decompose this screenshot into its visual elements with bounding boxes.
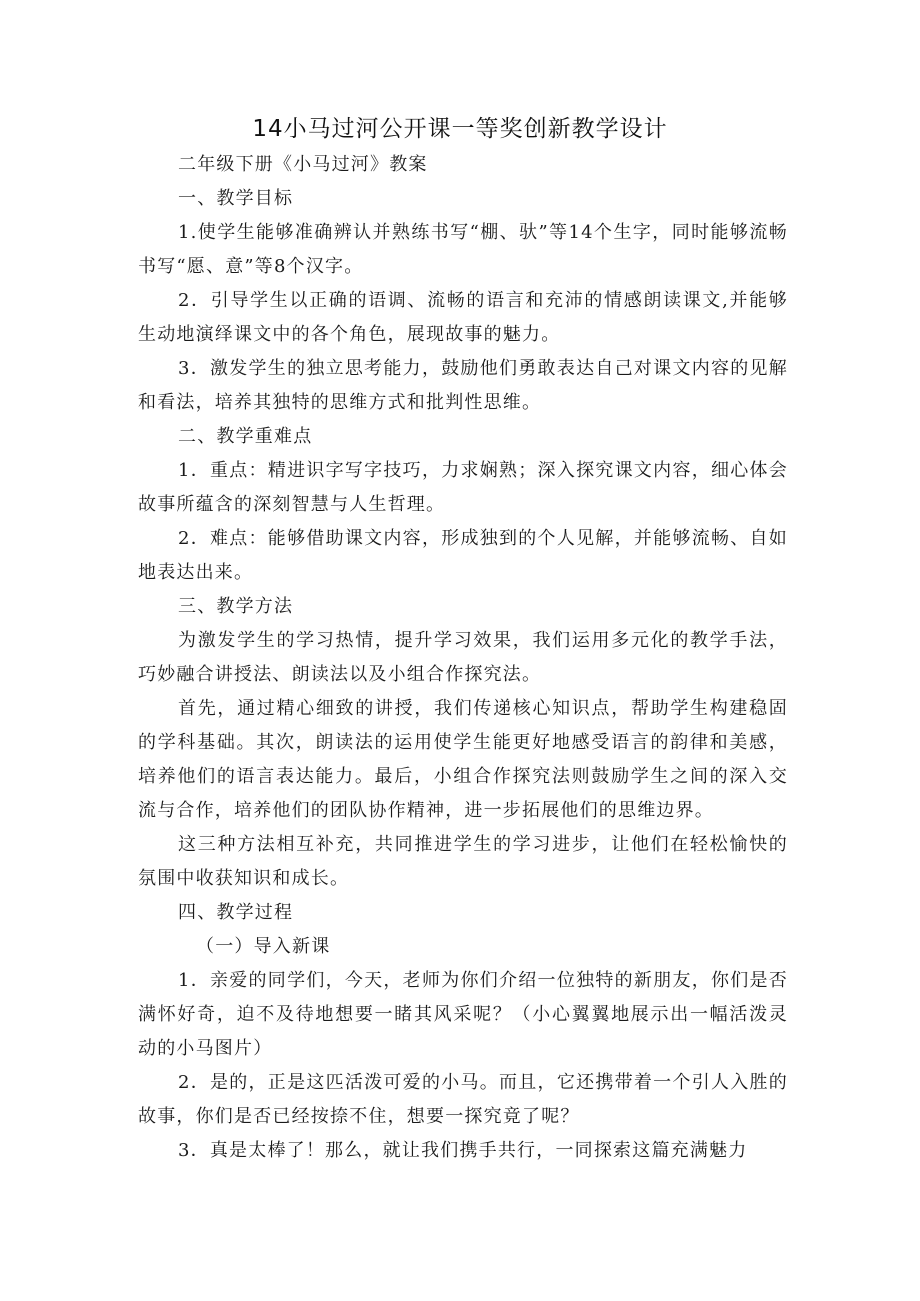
subtitle: 二年级下册《小马过河》教案 [178,154,428,175]
section-heading-methods: 三、教学方法 [178,596,294,617]
method-paragraph: 首先，通过精心细致的讲授，我们传递核心知识点，帮助学生构建稳固的学科基础。其次，朗读法的运用使学生能更好地感受语言的韵律和美感，培养他们的语言表达能力。最后，小组合作探究法则鼓励学生之间的深入交流与合作，培养他们的团队协作精神，进一步拓展他们的思维边界。 [138,698,788,821]
section-heading-goals: 一、教学目标 [178,188,294,209]
document-body [138,148,788,1168]
method-paragraph: 为激发学生的学习热情，提升学习效果，我们运用多元化的教学手法，巧妙融合讲授法、朗读法以及小组合作探究法。 [138,630,788,685]
process-item: 3．真是太棒了！那么，就让我们携手共行，一同探索这篇充满魅力 [178,1140,748,1161]
goal-item: 1.使学生能够准确辨认并熟练书写“棚、驮”等14个生字，同时能够流畅书写“愿、意”等8个汉字。 [138,222,788,277]
keypoint-item: 2．难点：能够借助课文内容，形成独到的个人见解，并能够流畅、自如地表达出来。 [138,528,788,583]
goal-item: 3．激发学生的独立思考能力，鼓励他们勇敢表达自己对课文内容的见解和看法，培养其独特的思维方式和批判性思维。 [138,358,788,413]
section-heading-keypoints: 二、教学重难点 [178,426,313,447]
section-heading-process: 四、教学过程 [178,902,294,923]
goal-item: 2．引导学生以正确的语调、流畅的语言和充沛的情感朗读课文,并能够生动地演绎课文中的各个角色，展现故事的魅力。 [138,290,788,345]
method-paragraph: 这三种方法相互补充，共同推进学生的学习进步，让他们在轻松愉快的氛围中收获知识和成长。 [138,834,788,889]
subsection-heading-intro: （一）导入新课 [196,936,331,957]
keypoint-item: 1．重点：精进识字写字技巧，力求娴熟；深入探究课文内容，细心体会故事所蕴含的深刻智慧与人生哲理。 [138,460,788,515]
process-item: 2．是的，正是这匹活泼可爱的小马。而且，它还携带着一个引人入胜的故事，你们是否已经按捺不住，想要一探究竟了呢？ [138,1072,788,1127]
process-item: 1．亲爱的同学们，今天，老师为你们介绍一位独特的新朋友，你们是否满怀好奇，迫不及待地想要一睹其风采呢？（小心翼翼地展示出一幅活泼灵动的小马图片） [138,970,788,1059]
document-title: 14小马过河公开课一等奖创新教学设计 [252,116,668,142]
